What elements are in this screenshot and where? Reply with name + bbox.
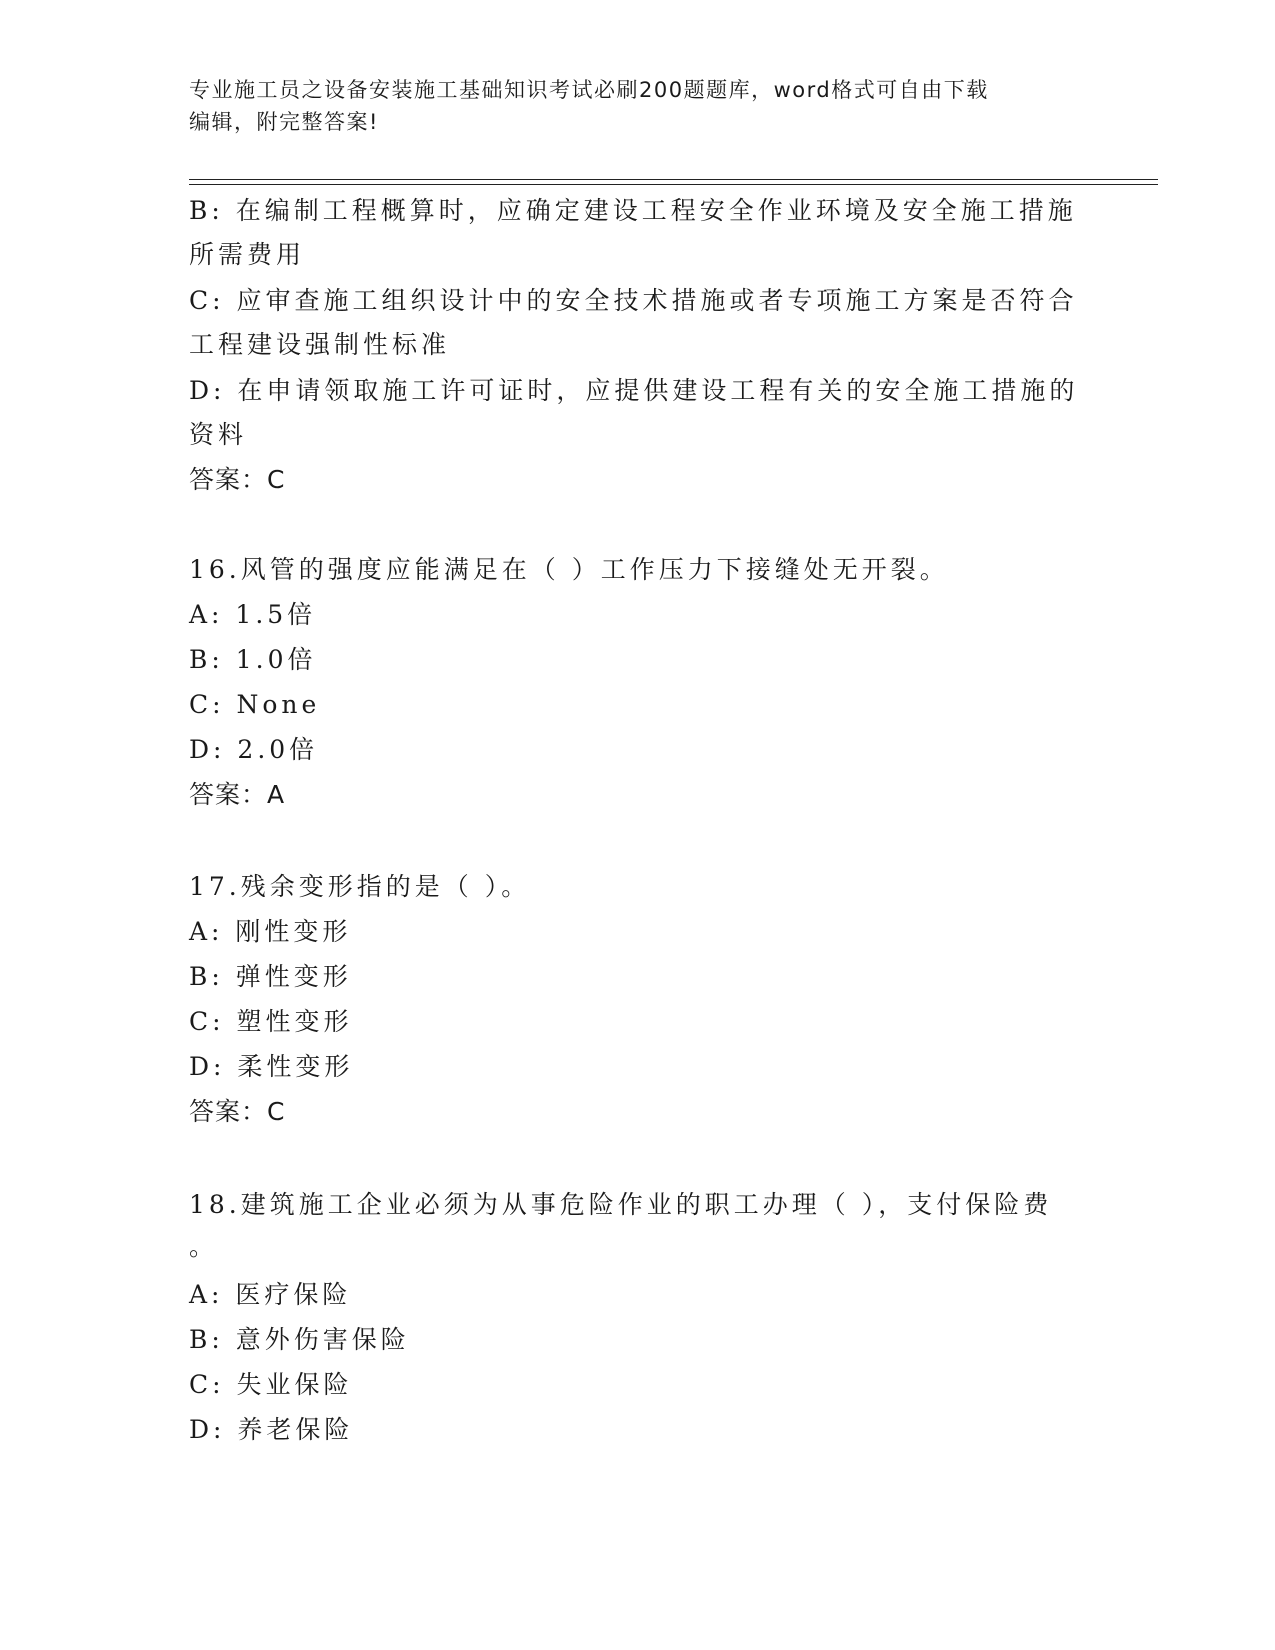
- q17-answer: 答案：C: [189, 1097, 286, 1126]
- header-divider-bottom: [189, 184, 1158, 185]
- header-divider-top: [189, 179, 1158, 180]
- q15-option-b-line-1: B: 在编制工程概算时，应确定建设工程安全作业环境及安全施工措施: [189, 196, 1077, 225]
- header-title-line-1: 专业施工员之设备安装施工基础知识考试必刷200题题库，word格式可自由下载: [189, 78, 989, 102]
- q16-option-b: B: 1.0倍: [189, 645, 317, 674]
- q17-option-b: B: 弹性变形: [189, 962, 352, 991]
- document-header: [189, 74, 1089, 138]
- q16-answer: 答案：A: [189, 780, 286, 809]
- q18-option-c: C: 失业保险: [189, 1370, 353, 1399]
- q16-option-c: C: None: [189, 690, 321, 719]
- q15-option-b-line-2: 所需费用: [189, 240, 306, 269]
- header-title-line-2: 编辑，附完整答案!: [189, 110, 379, 134]
- q17-option-a: A: 刚性变形: [189, 917, 352, 946]
- q16-option-d: D: 2.0倍: [189, 735, 319, 764]
- q18-option-d: D: 养老保险: [189, 1415, 354, 1444]
- q16-option-a: A: 1.5倍: [189, 600, 317, 629]
- q18-stem-line-2: 。: [189, 1232, 219, 1261]
- q18-option-b: B: 意外伤害保险: [189, 1325, 410, 1354]
- q15-answer: 答案：C: [189, 465, 286, 494]
- q15-option-d-line-2: 资料: [189, 420, 248, 449]
- q16-stem: 16.风管的强度应能满足在（ ）工作压力下接缝处无开裂。: [189, 555, 949, 584]
- q15-option-d-line-1: D: 在申请领取施工许可证时，应提供建设工程有关的安全施工措施的: [189, 376, 1079, 405]
- q17-option-c: C: 塑性变形: [189, 1007, 353, 1036]
- q18-option-a: A: 医疗保险: [189, 1280, 352, 1309]
- q17-stem: 17.残余变形指的是（ ）。: [189, 872, 531, 901]
- q15-option-c-line-1: C: 应审查施工组织设计中的安全技术措施或者专项施工方案是否符合: [189, 286, 1078, 315]
- q18-stem-line-1: 18.建筑施工企业必须为从事危险作业的职工办理（ ），支付保险费: [189, 1190, 1053, 1219]
- q15-option-c-line-2: 工程建设强制性标准: [189, 330, 451, 359]
- q17-option-d: D: 柔性变形: [189, 1052, 354, 1081]
